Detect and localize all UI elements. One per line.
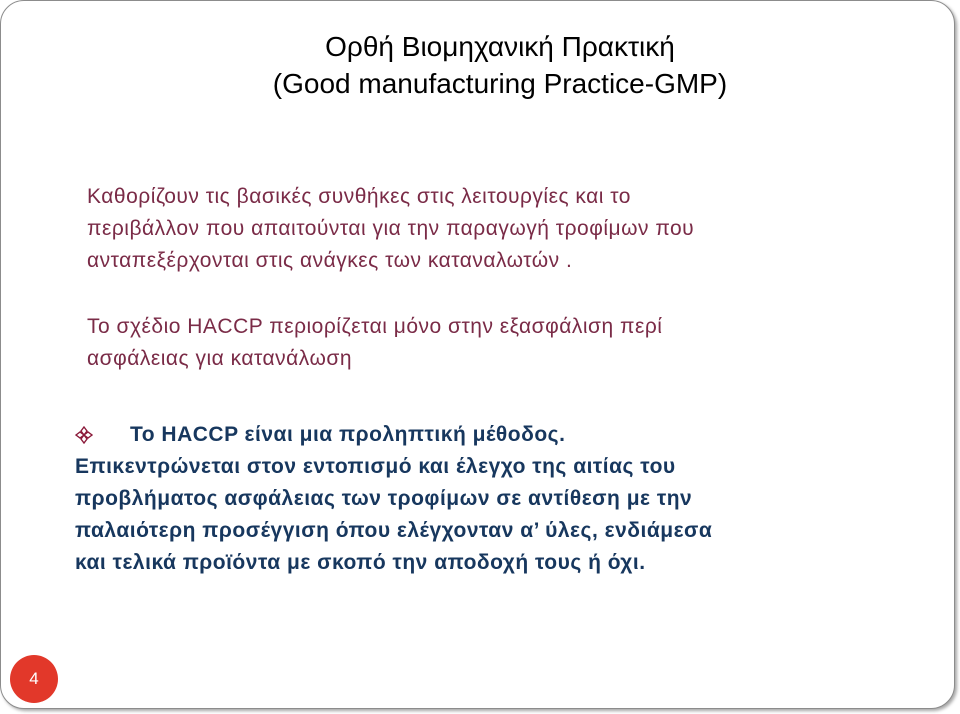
text-line: προβλήματος ασφάλειας των τροφίμων σε αντίθεση με την — [75, 487, 693, 510]
text-line: παλαιότερη προσέγγιση όπου ελέγχονταν α’ ύλες, ενδιάμεσα — [75, 519, 713, 542]
bullet-text: Το HACCP είναι μια προληπτική μέθοδος. — [130, 423, 566, 446]
paragraph-haccp-scope — [87, 311, 927, 375]
text-line: ανταπεξέρχονται στις ανάγκες των καταναλωτών . — [87, 249, 573, 272]
paragraph-haccp-focus — [75, 451, 935, 579]
slide-title: Ορθή Βιομηχανική Πρακτική — [325, 31, 675, 62]
text-line: Επικεντρώνεται στον εντοπισμό και έλεγχο της αιτίας του — [75, 455, 676, 478]
text-line: περιβάλλον που απαιτούνται για την παραγωγή τροφίμων που — [87, 217, 695, 240]
text-line: ασφάλειας για κατανάλωση — [87, 347, 353, 370]
text-line: και τελικά προϊόντα με σκοπό την αποδοχή τους ή όχι. — [75, 551, 646, 574]
slide-subtitle: (Good manufacturing Practice-GMP) — [272, 68, 728, 99]
diamond-bullet-icon — [75, 426, 93, 444]
paragraph-gmp-definition — [87, 181, 927, 277]
bullet-item — [75, 419, 935, 451]
page-number-badge: 4 — [10, 655, 58, 703]
text-line: Καθορίζουν τις βασικές συνθήκες στις λειτουργίες και το — [87, 185, 631, 208]
text-line: Το σχέδιο HACCP περιορίζεται μόνο στην εξασφάλιση περί — [87, 315, 663, 338]
